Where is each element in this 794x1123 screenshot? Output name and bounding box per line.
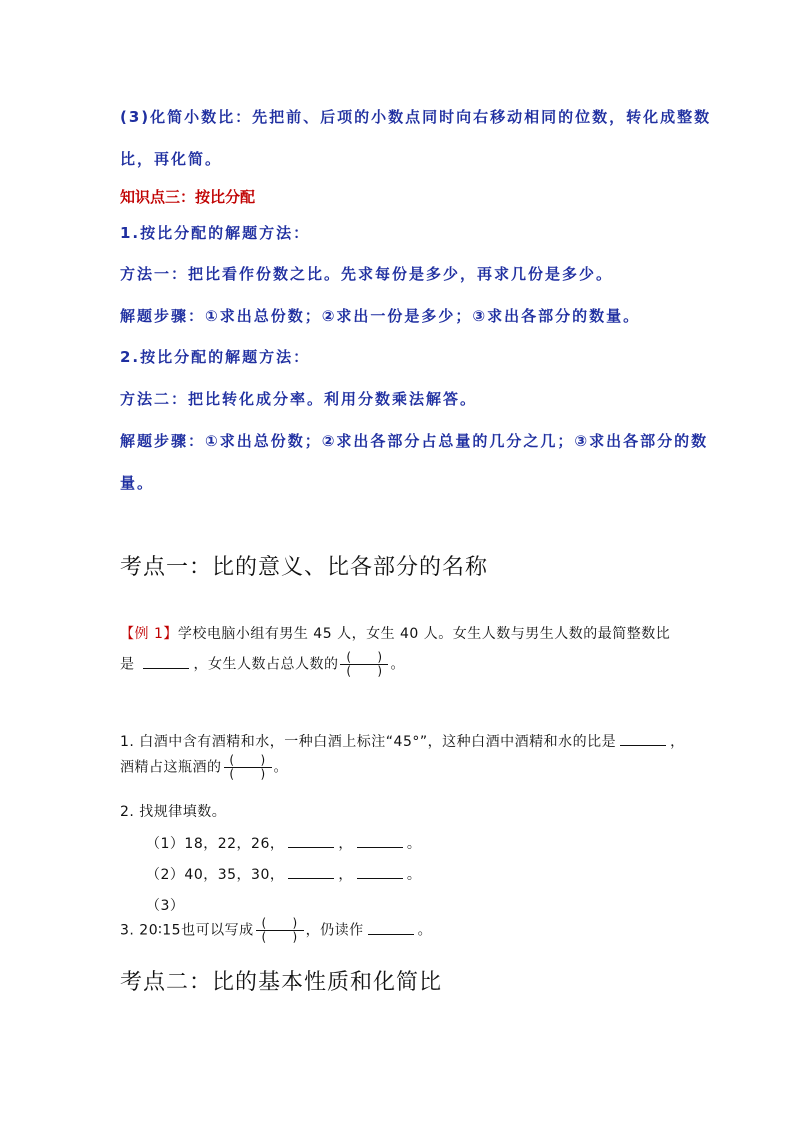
fraction-blank[interactable]: $\frac{( )}{( )}$ [340, 651, 388, 678]
example-text: 学校电脑小组有男生 45 人，女生 40 人。女生人数与男生人数的最简整数比 [177, 626, 671, 642]
answer-blank[interactable] [143, 656, 189, 669]
method-note-line2: 比，再化简。 [120, 150, 223, 168]
answer-blank[interactable] [288, 866, 334, 879]
fraction-blank[interactable]: $\frac{( )}{( )}$ [256, 917, 304, 944]
method-note-line1: (3)化简小数比：先把前、后项的小数点同时向右移动相同的位数，转化成整数 [120, 108, 712, 126]
question-1-line1: 1. 白酒中含有酒精和水，一种白酒上标注“45°”，这种白酒中酒精和水的比是 ， [120, 734, 685, 750]
question-3: 3. 20∶15也可以写成 $\frac{( )}{( )}$ ，仍读作 。 [120, 916, 433, 944]
question-2-title: 2. 找规律填数。 [120, 804, 227, 820]
question-2-part1: （1）18，22，26， ， 。 [146, 836, 422, 852]
answer-blank[interactable] [288, 835, 334, 848]
section1-heading: 考点一：比的意义、比各部分的名称 [120, 555, 489, 580]
kp3-method2: 方法二：把比转化成分率。利用分数乘法解答。 [120, 390, 478, 408]
question-2-part2: （2）40，35，30， ， 。 [146, 867, 422, 883]
kp3-steps1: 解题步骤：①求出总份数；②求出一份是多少；③求出各部分的数量。 [120, 307, 641, 325]
kp3-item2-title: 2.按比分配的解题方法： [120, 348, 311, 366]
answer-blank[interactable] [357, 866, 403, 879]
example-label: 【例 1】 [120, 626, 178, 642]
example-1-line1 [120, 623, 670, 643]
answer-blank[interactable] [620, 733, 666, 746]
question-1-line2: 酒精占这瓶酒的 $\frac{( )}{( )}$ 。 [120, 753, 288, 781]
kp3-method1: 方法一：把比看作份数之比。先求每份是多少，再求几份是多少。 [120, 265, 614, 283]
answer-blank[interactable] [357, 835, 403, 848]
kp3-steps2-line2: 量。 [120, 474, 155, 492]
example-1-line2: 是 ，女生人数占总人数的 $\frac{( )}{( )}$ 。 [120, 650, 405, 678]
kp3-heading: 知识点三：按比分配 [120, 188, 256, 206]
fraction-blank[interactable]: $\frac{( )}{( )}$ [224, 754, 272, 781]
answer-blank[interactable] [368, 922, 414, 935]
section2-heading: 考点二：比的基本性质和化简比 [120, 970, 443, 995]
kp3-steps2-line1: 解题步骤：①求出总份数；②求出各部分占总量的几分之几；③求出各部分的数 [120, 432, 709, 450]
question-2-part3: （3） [146, 898, 185, 914]
kp3-item1-title: 1.按比分配的解题方法： [120, 224, 311, 242]
